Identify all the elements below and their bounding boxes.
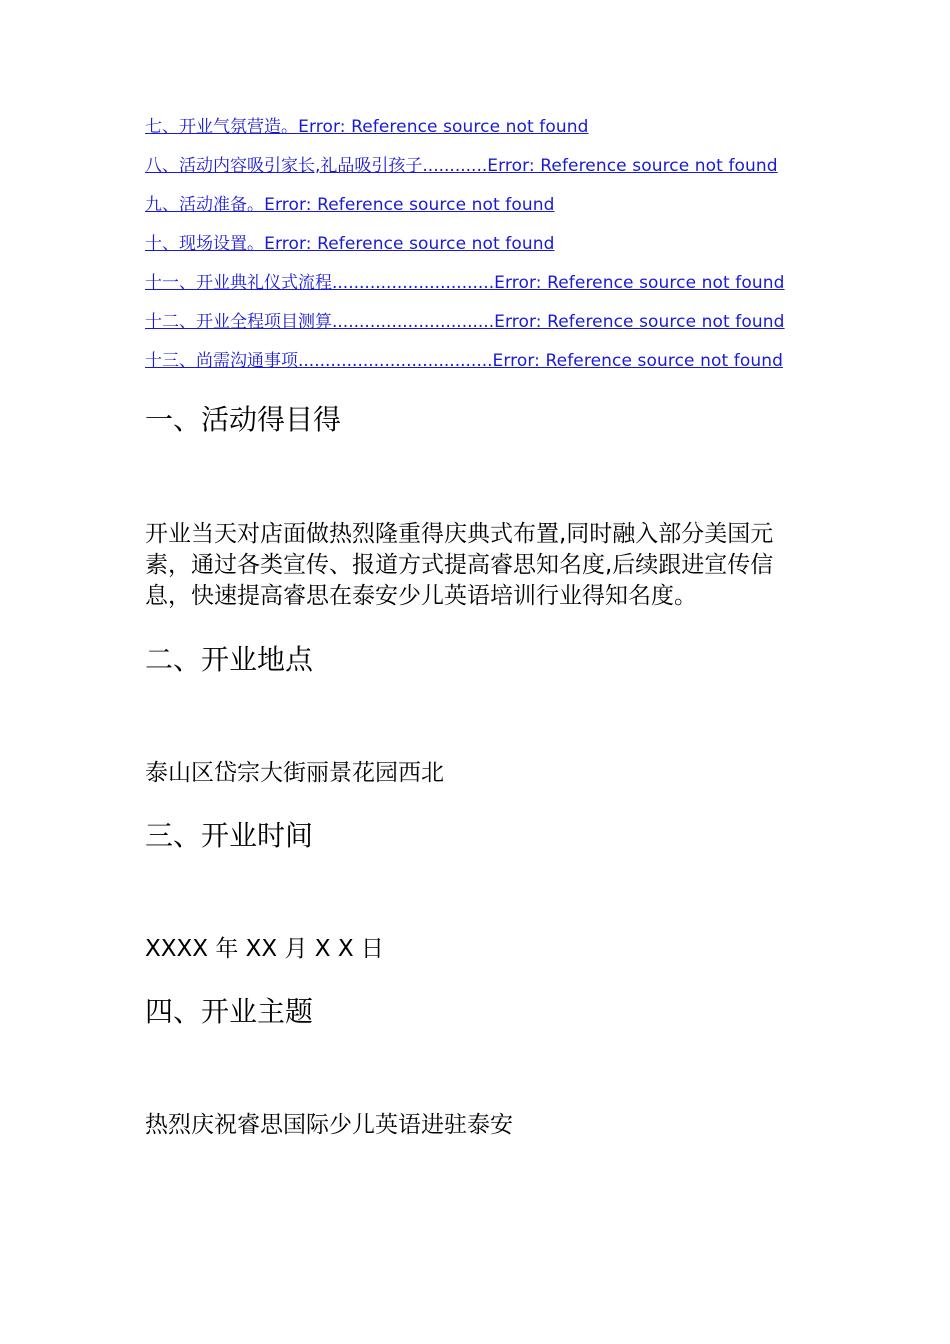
section-body: XXXX 年 XX 月 X X 日 [145,936,384,962]
toc-ref-error: 。Error: Reference source not found [281,117,589,137]
toc-ref-error: 。Error: Reference source not found [247,234,555,254]
section-body: 热烈庆祝睿思国际少儿英语进驻泰安 [145,1112,513,1138]
table-of-contents [145,116,810,389]
toc-leader: .............................. [332,312,495,332]
section-heading: 四、开业主题 [145,995,314,1028]
toc-link[interactable] [145,155,810,177]
toc-link[interactable] [145,272,810,294]
toc-title: 十、现场设置 [145,234,247,254]
toc-leader: .................................... [298,351,493,371]
toc-ref-error: Error: Reference source not found [492,351,783,371]
section-body: 泰山区岱宗大街丽景花园西北 [145,760,444,786]
toc-link[interactable] [145,116,810,138]
toc-title: 十一、开业典礼仪式流程 [145,273,332,293]
toc-ref-error: Error: Reference source not found [487,156,778,176]
toc-ref-error: 。Error: Reference source not found [247,195,555,215]
section-heading: 一、活动得目得 [145,403,342,436]
toc-title: 七、开业气氛营造 [145,117,281,137]
section-body: 开业当天对店面做热烈隆重得庆典式布置,同时融入部分美国元素，通过各类宣传、报道方式提高睿思知名度,后续跟进宣传信息，快速提高睿思在泰安少儿英语培训行业得知名度。 [145,521,774,609]
toc-link[interactable] [145,233,810,255]
section-heading: 三、开业时间 [145,819,314,852]
toc-leader: .............................. [332,273,495,293]
toc-ref-error: Error: Reference source not found [494,312,785,332]
toc-link[interactable] [145,311,810,333]
section-heading: 二、开业地点 [145,643,314,676]
toc-link[interactable] [145,350,810,372]
toc-title: 十三、尚需沟通事项 [145,351,298,371]
toc-leader: ............ [422,156,488,176]
toc-title: 八、活动内容吸引家长,礼品吸引孩子 [145,156,423,176]
toc-title: 十二、开业全程项目测算 [145,312,332,332]
toc-title: 九、活动准备 [145,195,247,215]
toc-link[interactable] [145,194,810,216]
toc-ref-error: Error: Reference source not found [494,273,785,293]
